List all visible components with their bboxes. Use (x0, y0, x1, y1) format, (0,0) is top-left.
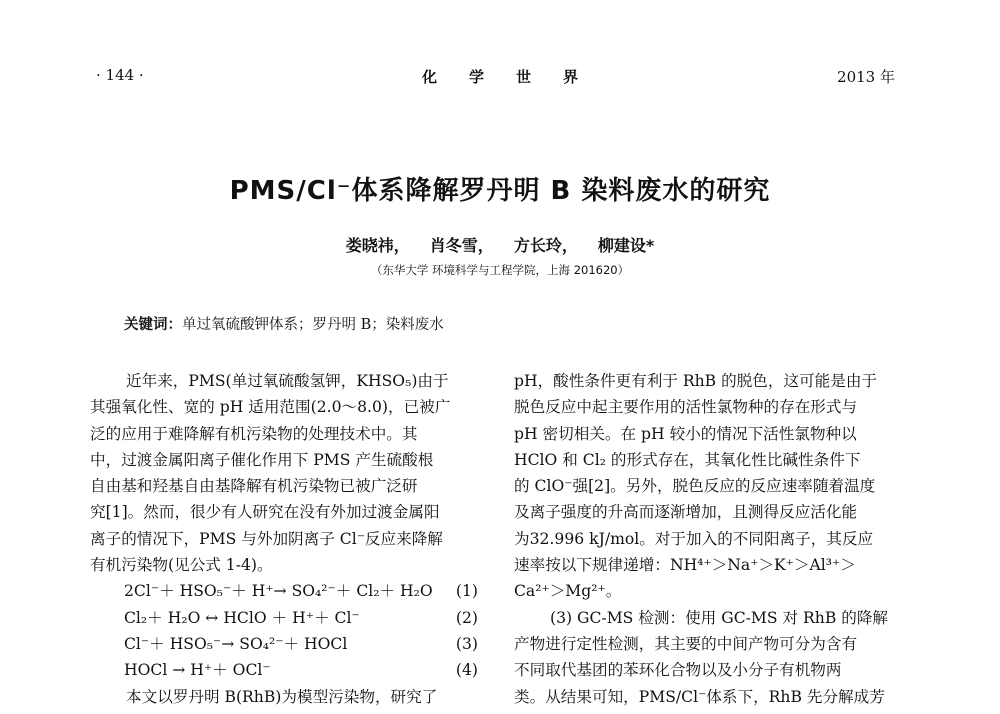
body-line: HClO 和 Cl₂ 的形式存在，其氧化性比碱性条件下 (514, 450, 861, 469)
section-heading-line: (3) GC-MS 检测：使用 GC-MS 对 RhB 的降解 (550, 608, 889, 627)
journal-char: 界 (563, 68, 579, 86)
equation-3 (90, 631, 490, 657)
equation-4 (90, 657, 490, 683)
body-line: 本文以罗丹明 B(RhB)为模型污染物，研究了 (126, 687, 438, 706)
publication-year: 2013 年 (837, 68, 895, 86)
equation-number: (2) (455, 608, 478, 627)
body-line: 不同取代基团的苯环化合物以及小分子有机物两 (514, 661, 842, 680)
paper-title: PMS/Cl⁻体系降解罗丹明 B 染料废水的研究 (229, 176, 771, 206)
body-line: 离子的情况下，PMS 与外加阴离子 Cl⁻反应来降解 (90, 529, 443, 548)
equation-1 (90, 578, 490, 604)
body-line: 其强氧化性、宽的 pH 适用范围(2.0～8.0)，已被广 (90, 398, 451, 417)
equation-number: (3) (455, 634, 478, 653)
keywords-text: 单过氧硫酸钾体系；罗丹明 B；染料废水 (182, 317, 444, 333)
body-line: 脱色反应中起主要作用的活性氯物种的存在形式与 (514, 398, 858, 417)
author: 肖冬雪， (429, 236, 494, 255)
body-line: 速率按以下规律递增：NH⁴⁺＞Na⁺＞K⁺＞Al³⁺＞ (514, 556, 856, 575)
keywords (124, 313, 444, 334)
running-header (0, 66, 1000, 90)
body-line: 究[1]。然而，很少有人研究在没有外加过渡金属阳 (90, 503, 440, 522)
body-line: 有机污染物(见公式 1-4)。 (90, 556, 273, 575)
body-line: 中，过渡金属阳离子催化作用下 PMS 产生硫酸根 (90, 450, 434, 469)
author: 柳建设* (597, 236, 655, 255)
keywords-label: 关键词： (124, 317, 182, 333)
author: 娄晓祎， (345, 236, 410, 255)
journal-char: 化 (421, 68, 437, 86)
equation-2 (90, 605, 490, 631)
journal-char: 世 (516, 68, 532, 86)
equation-text: 2Cl⁻＋ HSO₅⁻＋ H⁺→ SO₄²⁻＋ Cl₂＋ H₂O (124, 582, 433, 601)
author: 方长玲， (513, 236, 578, 255)
right-column (514, 368, 910, 710)
body-line: 为32.996 kJ/mol。对于加入的不同阳离子，其反应 (514, 529, 874, 548)
left-column (90, 368, 490, 710)
equation-text: Cl⁻＋ HSO₅⁻→ SO₄²⁻＋ HOCl (124, 634, 348, 653)
equation-number: (1) (455, 582, 478, 601)
affiliation: （东华大学 环境科学与工程学院，上海 201620） (370, 263, 630, 277)
equation-text: HOCl → H⁺＋ OCl⁻ (124, 661, 271, 680)
body-line: 产物进行定性检测，其主要的中间产物可分为含有 (514, 634, 858, 653)
journal-char: 学 (468, 68, 484, 86)
equation-number: (4) (455, 661, 478, 680)
author-list (0, 233, 1000, 256)
body-line: Ca²⁺＞Mg²⁺。 (514, 582, 622, 601)
body-line: 自由基和羟基自由基降解有机污染物已被广泛研 (90, 477, 418, 496)
body-line: pH，酸性条件更有利于 RhB 的脱色，这可能是由于 (514, 372, 878, 390)
body-line: 类。从结果可知，PMS/Cl⁻体系下，RhB 先分解成芳 (514, 687, 885, 706)
equation-text: Cl₂＋ H₂O ↔ HClO ＋ H⁺＋ Cl⁻ (124, 608, 360, 627)
body-line: 及离子强度的升高而逐渐增加，且测得反应活化能 (514, 503, 858, 522)
body-line: pH 密切相关。在 pH 较小的情况下活性氯物种以 (514, 424, 857, 443)
body-line: 泛的应用于难降解有机污染物的处理技术中。其 (90, 424, 418, 443)
body-line: 近年来，PMS(单过氧硫酸氢钾，KHSO₅)由于 (126, 372, 449, 390)
body-line: 的 ClO⁻强[2]。另外，脱色反应的反应速率随着温度 (514, 477, 876, 496)
page-number: · 144 · (96, 66, 144, 84)
